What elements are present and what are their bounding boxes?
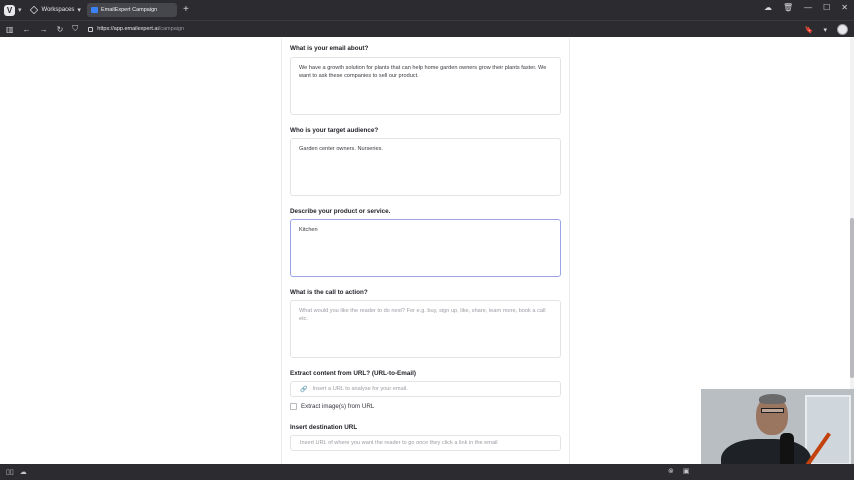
chevron-down-icon[interactable]: ▾ xyxy=(823,26,827,34)
call-to-action-label: What is the call to action? xyxy=(290,289,368,296)
trash-icon[interactable]: 🗑 xyxy=(782,3,794,12)
email-about-textarea[interactable]: We have a growth solution for plants that can help home garden owners grow their plants faster. We want to ask these companies to sell our product. xyxy=(290,57,561,115)
target-audience-label: Who is your target audience? xyxy=(290,127,379,134)
close-icon[interactable]: ✕ xyxy=(841,3,848,12)
extract-images-label: Extract image(s) from URL xyxy=(301,403,375,410)
destination-url-label: Insert destination URL xyxy=(290,424,358,431)
extract-images-checkbox[interactable] xyxy=(290,403,297,410)
capture-icon[interactable]: ⊗ xyxy=(668,468,674,475)
url-path: /campaign xyxy=(158,26,185,32)
minimize-icon[interactable]: — xyxy=(804,3,813,12)
workspaces-icon xyxy=(29,6,37,14)
forward-arrow-icon[interactable]: → xyxy=(39,24,48,34)
address-bar xyxy=(0,20,854,37)
reload-icon[interactable]: ↻ xyxy=(56,24,64,34)
image-icon[interactable]: ▣ xyxy=(682,468,690,475)
new-tab-button[interactable]: + xyxy=(182,4,189,15)
status-bar-actions xyxy=(668,467,690,475)
extract-url-label: Extract content from URL? (URL-to-Email) xyxy=(290,370,416,377)
product-description-textarea[interactable]: Kitchen xyxy=(290,219,561,277)
webcam-person-hair xyxy=(759,394,786,404)
call-to-action-textarea[interactable]: What would you like the reader to do next? For e.g. buy, sign up, like, share, learn more, book a call etc. xyxy=(290,300,561,358)
extract-images-option[interactable] xyxy=(290,403,374,410)
browser-tab-strip xyxy=(0,0,854,20)
profile-avatar[interactable] xyxy=(837,24,848,35)
lock-icon xyxy=(88,27,93,32)
shield-icon[interactable]: ⛉ xyxy=(72,24,79,33)
cloud-sync-icon[interactable]: ☁ xyxy=(19,469,27,476)
destination-url-input[interactable] xyxy=(290,435,561,451)
email-about-label: What is your email about? xyxy=(290,45,369,52)
back-arrow-icon[interactable]: ← xyxy=(22,24,31,34)
chevron-down-icon[interactable]: ▾ xyxy=(18,7,22,14)
cloud-icon[interactable]: ☁ xyxy=(763,3,772,12)
extract-url-input[interactable] xyxy=(290,381,561,397)
destination-url-placeholder: Insert URL of where you want the reader to go once they click a link in the email xyxy=(300,440,498,446)
window-controls xyxy=(764,3,848,12)
email-favicon-icon xyxy=(91,7,98,13)
link-icon: 🔗 xyxy=(300,386,308,393)
workspaces-button[interactable] xyxy=(30,6,81,14)
url-host: https://app.emailexpert.ai xyxy=(97,26,159,32)
panel-toggle-icon[interactable]: ▯▯ xyxy=(6,469,14,476)
url-field[interactable] xyxy=(88,26,184,32)
workspaces-label: Workspaces xyxy=(41,7,75,13)
address-bar-actions xyxy=(805,24,848,35)
extract-url-placeholder: Insert a URL to analyse for your email. xyxy=(312,386,408,392)
webcam-person-glasses xyxy=(761,408,784,413)
chevron-down-icon: ▾ xyxy=(77,7,81,14)
bookmark-icon[interactable]: 🔖 xyxy=(804,26,814,34)
maximize-icon[interactable]: ☐ xyxy=(823,3,831,12)
tab-title: EmailExpert Campaign xyxy=(100,7,158,13)
browser-status-bar xyxy=(0,464,854,480)
vivaldi-logo-icon[interactable]: V xyxy=(4,5,15,16)
tab-emailexpert-campaign[interactable] xyxy=(87,3,177,17)
target-audience-textarea[interactable]: Garden center owners. Nurseries. xyxy=(290,138,561,196)
product-description-label: Describe your product or service. xyxy=(290,208,391,215)
scrollbar-thumb[interactable] xyxy=(850,218,854,378)
sidebar-toggle-icon[interactable]: ▥ xyxy=(6,24,14,34)
